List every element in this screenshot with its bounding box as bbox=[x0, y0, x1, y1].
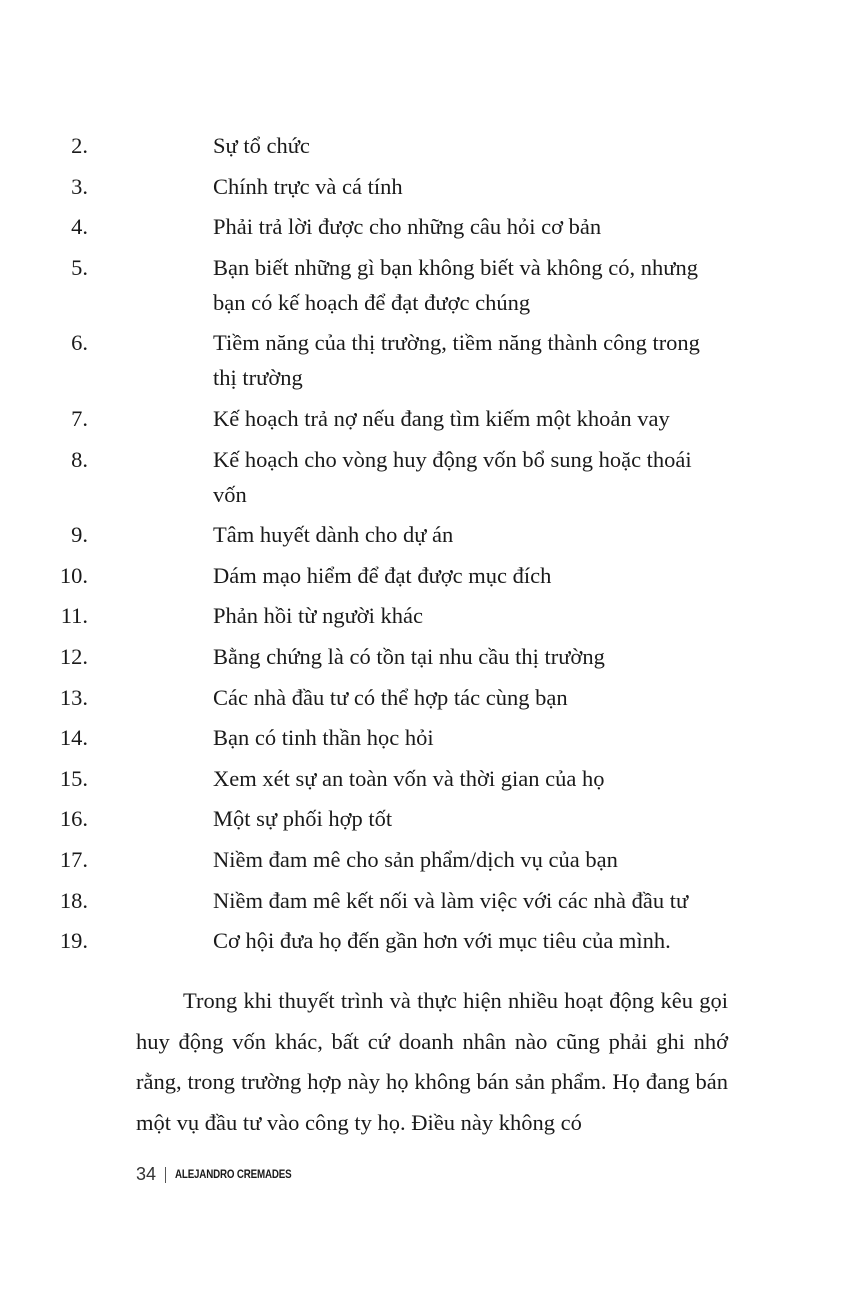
list-item bbox=[0, 720, 728, 755]
list-item-number: 19. bbox=[59, 928, 88, 954]
list-item-text: Tâm huyết dành cho dự án bbox=[213, 522, 454, 548]
list-item-number: 8. bbox=[71, 446, 88, 472]
list-item-number: 16. bbox=[59, 806, 88, 832]
body-paragraph: Trong khi thuyết trình và thực hiện nhiều hoạt động kêu gọi huy động vốn khác, bất cứ doanh nhân nào cũng phải ghi nhớ rằng, trong trường hợp này họ không bán sản phẩm. Họ đang bán một vụ đầu tư vào công ty họ. Điều này không có bbox=[136, 988, 728, 1135]
list-item-number: 14. bbox=[59, 725, 88, 751]
list-item bbox=[0, 325, 728, 395]
list-item bbox=[0, 923, 728, 958]
list-item bbox=[0, 680, 728, 715]
list-item-number: 6. bbox=[71, 330, 88, 356]
list-item bbox=[0, 558, 728, 593]
list-item-number: 2. bbox=[71, 133, 88, 158]
list-item-number: 18. bbox=[59, 887, 88, 913]
list-item-number: 17. bbox=[59, 846, 88, 872]
list-item-text: Bằng chứng là có tồn tại nhu cầu thị trường bbox=[213, 643, 605, 669]
list-item-number: 11. bbox=[60, 603, 88, 629]
list-item-text: Dám mạo hiểm để đạt được mục đích bbox=[213, 562, 552, 588]
list-item bbox=[0, 639, 728, 674]
list-item-text: Kế hoạch trả nợ nếu đang tìm kiếm một khoản vay bbox=[213, 405, 670, 431]
page-number: 34 bbox=[136, 1164, 157, 1184]
numbered-list bbox=[0, 128, 844, 964]
list-item-text: Phản hồi từ người khác bbox=[213, 603, 424, 629]
list-item-number: 3. bbox=[71, 173, 88, 199]
author-name: ALEJANDRO CREMADES bbox=[175, 1168, 292, 1181]
list-item-number: 9. bbox=[71, 522, 88, 548]
list-item bbox=[0, 169, 728, 204]
list-item-number: 4. bbox=[71, 214, 88, 240]
list-item bbox=[0, 128, 728, 163]
list-item-text: Kế hoạch cho vòng huy động vốn bổ sung hoặc thoái vốn bbox=[213, 446, 692, 507]
list-item bbox=[0, 442, 728, 512]
list-item-text: Tiềm năng của thị trường, tiềm năng thành công trong thị trường bbox=[213, 330, 700, 391]
list-item-text: Chính trực và cá tính bbox=[213, 173, 403, 199]
list-item-text: Sự tổ chức bbox=[213, 133, 310, 158]
list-item bbox=[0, 598, 728, 633]
list-item bbox=[0, 401, 728, 436]
list-item bbox=[0, 801, 728, 836]
list-item bbox=[0, 883, 728, 918]
page-footer bbox=[136, 1164, 312, 1185]
list-item-number: 7. bbox=[71, 405, 88, 431]
list-item-number: 12. bbox=[59, 643, 88, 669]
list-item-text: Bạn biết những gì bạn không biết và không có, nhưng bạn có kế hoạch để đạt được chúng bbox=[213, 254, 698, 315]
list-item bbox=[0, 209, 728, 244]
list-item-text: Xem xét sự an toàn vốn và thời gian của họ bbox=[213, 765, 605, 791]
footer-divider bbox=[165, 1167, 166, 1183]
list-item-text: Phải trả lời được cho những câu hỏi cơ bản bbox=[213, 214, 602, 240]
list-item-text: Bạn có tinh thần học hỏi bbox=[213, 725, 434, 751]
list-item bbox=[0, 761, 728, 796]
list-item-text: Một sự phối hợp tốt bbox=[213, 806, 393, 832]
list-item-number: 10. bbox=[59, 562, 88, 588]
list-item-number: 15. bbox=[59, 765, 88, 791]
list-item-text: Niềm đam mê cho sản phẩm/dịch vụ của bạn bbox=[213, 846, 618, 872]
list-item-text: Cơ hội đưa họ đến gần hơn với mục tiêu của mình. bbox=[213, 928, 671, 954]
list-item bbox=[0, 842, 728, 877]
list-item-text: Các nhà đầu tư có thể hợp tác cùng bạn bbox=[213, 684, 568, 710]
list-item-number: 5. bbox=[71, 254, 88, 280]
list-item bbox=[0, 517, 728, 552]
list-item-number: 13. bbox=[59, 684, 88, 710]
list-item-text: Niềm đam mê kết nối và làm việc với các nhà đầu tư bbox=[213, 887, 689, 913]
list-item bbox=[0, 250, 728, 320]
